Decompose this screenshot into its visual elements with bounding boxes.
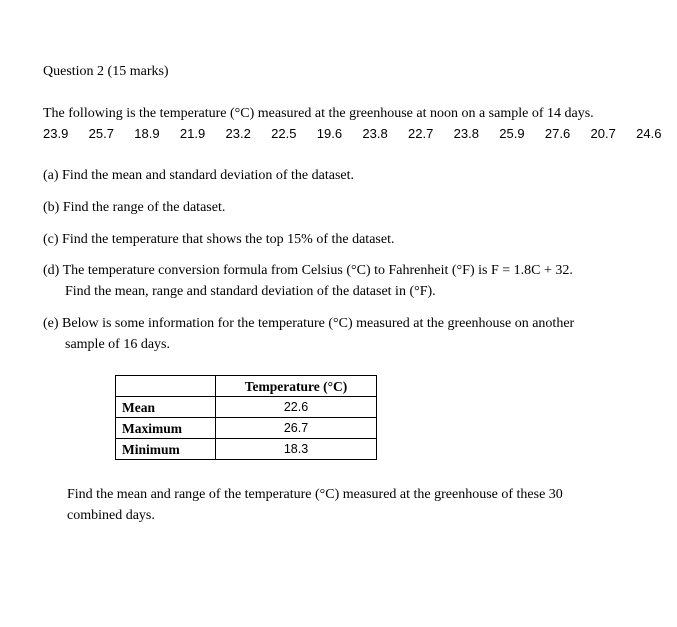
part-d-line2: Find the mean, range and standard deviation of the dataset in (°F). [65, 284, 436, 299]
part-c: (c) Find the temperature that shows the top 15% of the dataset. [43, 232, 395, 247]
data-value: 20.7 [590, 126, 616, 141]
data-value: 24.6 [636, 126, 662, 141]
table-row-label: Maximum [116, 418, 216, 439]
data-value: 23.9 [43, 126, 69, 141]
part-d-line1: (d) The temperature conversion formula from Celsius (°C) to Fahrenheit (°F) is F = 1.8C + 32. [43, 263, 573, 278]
table-row-value: 22.6 [216, 397, 377, 418]
temperature-info-table [115, 375, 377, 460]
data-value: 25.9 [499, 126, 525, 141]
table-row-label: Minimum [116, 439, 216, 460]
data-value: 22.5 [271, 126, 297, 141]
data-value: 25.7 [88, 126, 114, 141]
part-e-follow-line2: combined days. [67, 508, 155, 523]
data-value: 18.9 [134, 126, 160, 141]
table-header-temperature: Temperature (°C) [216, 376, 377, 397]
data-value: 23.8 [453, 126, 479, 141]
table-row [116, 418, 377, 439]
data-value: 22.7 [408, 126, 434, 141]
data-value: 23.2 [225, 126, 251, 141]
data-value: 21.9 [179, 126, 206, 141]
data-value: 23.8 [362, 126, 388, 141]
question-heading: Question 2 (15 marks) [43, 64, 169, 79]
dataset-values [43, 126, 661, 142]
table-row-label: Mean [116, 397, 216, 418]
part-b: (b) Find the range of the dataset. [43, 200, 226, 215]
table-row [116, 439, 377, 460]
table-row-value: 18.3 [216, 439, 377, 460]
part-a: (a) Find the mean and standard deviation of the dataset. [43, 168, 355, 183]
table-row-value: 26.7 [216, 418, 377, 439]
table-header-row [116, 376, 377, 397]
table-corner-cell [116, 376, 216, 397]
part-e-follow-line1: Find the mean and range of the temperature (°C) measured at the greenhouse of these 30 [67, 487, 563, 502]
data-value: 19.6 [316, 126, 343, 141]
table-row [116, 397, 377, 418]
question-intro: The following is the temperature (°C) measured at the greenhouse at noon on a sample of 14 days. [43, 106, 594, 121]
part-e-line1: (e) Below is some information for the temperature (°C) measured at the greenhouse on another [43, 316, 575, 331]
part-e-line2: sample of 16 days. [65, 337, 170, 352]
data-value: 27.6 [544, 126, 571, 141]
